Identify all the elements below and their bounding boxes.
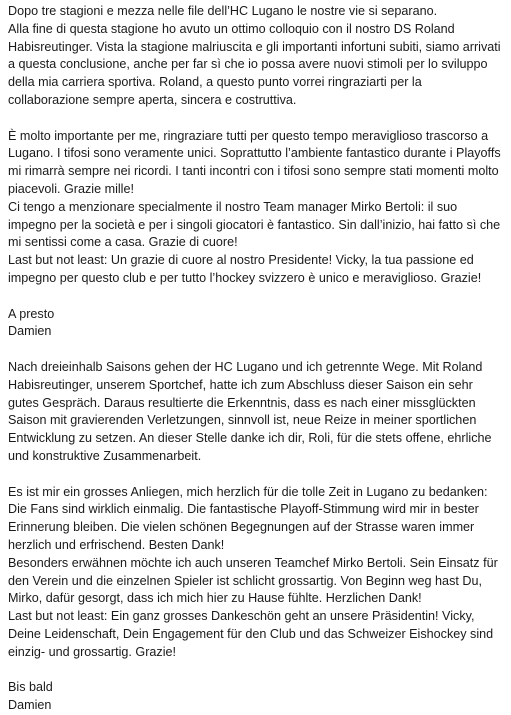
spacer (8, 466, 506, 484)
spacer (8, 341, 506, 359)
italian-closing: A presto (8, 306, 55, 321)
spacer (8, 288, 506, 306)
german-paragraph-2: Es ist mir ein grosses Anliegen, mich herzlich für die tolle Zeit in Lugano zu bedanken: Die Fans sind wirklich einmalig. Die fantastische Playoff-Stimmung wird mir in bester Erinnerung bleiben. Die vielen schönen Begegnungen auf der Strasse waren immer herzlich und erfrischend. Besten Dank! Besonders erwähnen möchte ich auch unseren Teamchef Mirko Bertoli. Sein Einsatz für den Verein und die einzelnen Spieler ist schlicht grossartig. Von Beginn weg hast Du, Mirko, dafür gesorgt, dass ich mich hier zu Hause fühlte. Herzlichen Dank! Last but not least: Ein ganz grosses Dankeschön geht an unsere Präsidentin! Vicky, Deine Leidenschaft, Dein Engagement für den Club und das Schweizer Eishockey sind einzig- und grossartig. Grazie! (8, 484, 498, 659)
german-section (8, 359, 506, 715)
italian-paragraph-1: Dopo tre stagioni e mezza nelle file dell’HC Lugano le nostre vie si separano. Alla fine di questa stagione ho avuto un ottimo colloquio con il nostro DS Roland Habisreutinger. Vista la stagione malriuscita e gli importanti infortuni subiti, siamo arrivati a questa conclusione, anche per far sì che io possa avere nuovi stimoli per lo sviluppo della mia carriera sportiva. Roland, a questo punto vorrei ringraziarti per la collaborazione sempre aperta, sincera e costruttiva. (8, 4, 501, 107)
spacer (8, 661, 506, 679)
italian-paragraph-2: È molto importante per me, ringraziare tutti per questo tempo meraviglioso trascorso a Lugano. I tifosi sono veramente unici. Soprattutto l’ambiente fantastico durante i Playoffs mi rimarrà sempre nei ricordi. I tanti incontri con i tifosi sono sempre stati momenti molto piacevoli. Grazie mille! Ci tengo a menzionare specialmente il nostro Team manager Mirko Bertoli: il suo impegno per la società e per i singoli giocatori è fantastico. Sin dall’inizio, hai fatto sì che mi sentissi come a casa. Grazie di cuore! Last but not least: Un grazie di cuore al nostro Presidente! Vicky, la tua passione ed impegno per questo club e per tutto l’hockey svizzero è unico e meraviglioso. Grazie! (8, 128, 501, 285)
german-paragraph-1: Nach dreieinhalb Saisons gehen der HC Lugano und ich getrennte Wege. Mit Roland Habisreutinger, unserem Sportchef, hatte ich zum Abschluss dieser Saison ein sehr gutes Gespräch. Daraus resultierte die Erkenntnis, dass es nach einer missglückten Saison mit gravierenden Verletzungen, sinnvoll ist, neue Reize in meiner sportlichen Entwicklung zu setzen. An dieser Stelle danke ich dir, Roli, für die stets offene, ehrliche und konstruktive Zusammenarbeit. (8, 359, 495, 463)
letter-document (8, 3, 506, 715)
italian-section (8, 3, 506, 341)
italian-signature: Damien (8, 324, 52, 339)
spacer (8, 110, 506, 128)
german-signature: Damien (8, 698, 52, 713)
german-closing: Bis bald (8, 680, 53, 695)
